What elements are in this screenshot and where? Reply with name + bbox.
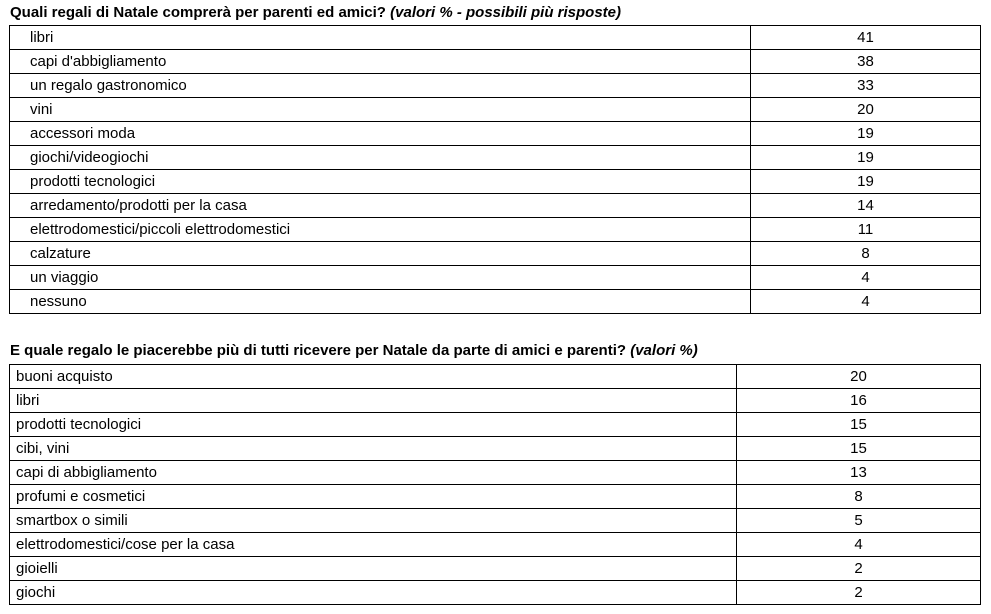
row-label: capi d'abbigliamento — [10, 50, 751, 74]
row-value: 2 — [737, 557, 981, 581]
gifts-to-buy-table — [9, 25, 981, 314]
table1-heading — [10, 4, 621, 21]
row-value: 2 — [737, 581, 981, 605]
row-value: 20 — [751, 98, 981, 122]
table1-question: Quali regali di Natale comprerà per parenti ed amici? — [10, 4, 386, 21]
row-value: 41 — [751, 26, 981, 50]
table-row — [10, 533, 981, 557]
row-label: gioielli — [10, 557, 737, 581]
row-value: 19 — [751, 170, 981, 194]
row-value: 19 — [751, 122, 981, 146]
row-value: 11 — [751, 218, 981, 242]
row-value: 8 — [751, 242, 981, 266]
row-value: 4 — [737, 533, 981, 557]
row-label: vini — [10, 98, 751, 122]
row-label: libri — [10, 26, 751, 50]
row-value: 5 — [737, 509, 981, 533]
table-row — [10, 122, 981, 146]
table-row — [10, 266, 981, 290]
table-row — [10, 557, 981, 581]
row-label: giochi/videogiochi — [10, 146, 751, 170]
table2-question: E quale regalo le piacerebbe più di tutti ricevere per Natale da parte di amici e parenti? — [10, 342, 627, 359]
row-label: prodotti tecnologici — [10, 413, 737, 437]
table-row — [10, 26, 981, 50]
row-value: 16 — [737, 389, 981, 413]
row-value: 20 — [737, 365, 981, 389]
table2-heading — [10, 342, 698, 359]
table2-note: (valori %) — [630, 342, 698, 359]
table-row — [10, 389, 981, 413]
row-label: accessori moda — [10, 122, 751, 146]
desired-gifts-table — [9, 364, 981, 605]
table-row — [10, 98, 981, 122]
table-row — [10, 218, 981, 242]
table-row — [10, 509, 981, 533]
row-label: buoni acquisto — [10, 365, 737, 389]
table-row — [10, 242, 981, 266]
table-row — [10, 461, 981, 485]
row-label: un regalo gastronomico — [10, 74, 751, 98]
row-label: elettrodomestici/piccoli elettrodomestici — [10, 218, 751, 242]
row-value: 4 — [751, 290, 981, 314]
row-value: 33 — [751, 74, 981, 98]
table-row — [10, 581, 981, 605]
row-label: libri — [10, 389, 737, 413]
table-row — [10, 50, 981, 74]
table-row — [10, 170, 981, 194]
table1-note: (valori % - possibili più risposte) — [390, 4, 622, 21]
row-label: un viaggio — [10, 266, 751, 290]
row-label: capi di abbigliamento — [10, 461, 737, 485]
row-value: 19 — [751, 146, 981, 170]
row-label: elettrodomestici/cose per la casa — [10, 533, 737, 557]
row-label: nessuno — [10, 290, 751, 314]
table-row — [10, 365, 981, 389]
row-label: giochi — [10, 581, 737, 605]
row-value: 13 — [737, 461, 981, 485]
row-label: cibi, vini — [10, 437, 737, 461]
row-label: prodotti tecnologici — [10, 170, 751, 194]
table-row — [10, 437, 981, 461]
row-label: arredamento/prodotti per la casa — [10, 194, 751, 218]
table-row — [10, 413, 981, 437]
table-row — [10, 74, 981, 98]
row-label: calzature — [10, 242, 751, 266]
table-row — [10, 146, 981, 170]
row-value: 4 — [751, 266, 981, 290]
row-value: 8 — [737, 485, 981, 509]
row-value: 14 — [751, 194, 981, 218]
row-value: 15 — [737, 437, 981, 461]
table-row — [10, 485, 981, 509]
table-row — [10, 290, 981, 314]
row-value: 15 — [737, 413, 981, 437]
table-row — [10, 194, 981, 218]
row-label: smartbox o simili — [10, 509, 737, 533]
row-label: profumi e cosmetici — [10, 485, 737, 509]
row-value: 38 — [751, 50, 981, 74]
